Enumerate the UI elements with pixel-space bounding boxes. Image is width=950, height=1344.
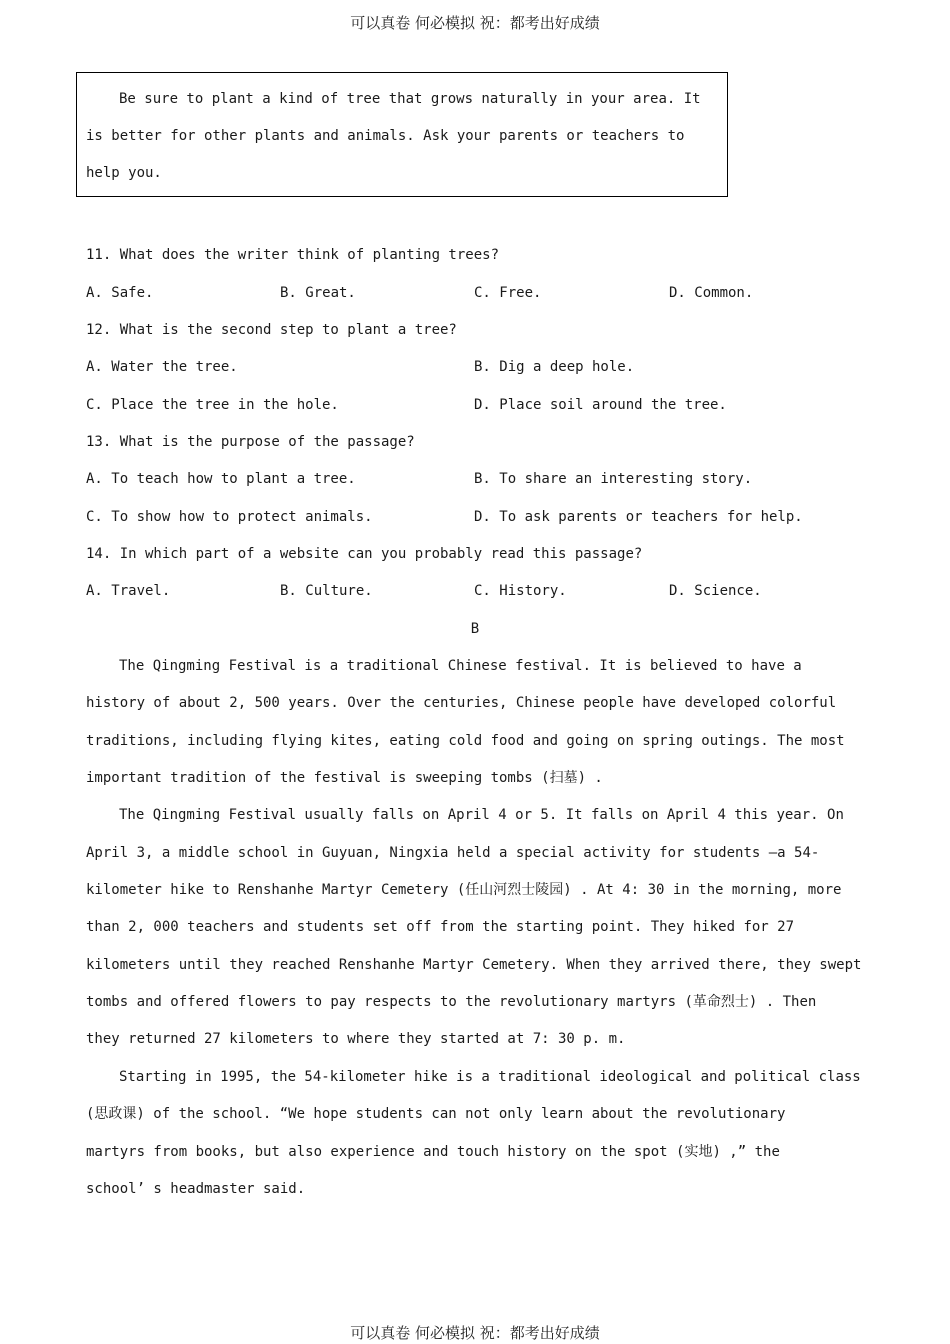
question-11: 11. What does the writer think of planting trees? [86,247,500,263]
q11-option-a[interactable]: A. Safe. [86,285,154,301]
page-footer: 可以真卷 何必模拟 祝：都考出好成绩 [350,1324,600,1342]
q11-option-b[interactable]: B. Great. [280,285,356,301]
q14-option-a[interactable]: A. Travel. [86,583,171,599]
passage-line: The Qingming Festival is a traditional Chinese festival. It is believed to have a [119,658,802,674]
q11-option-d[interactable]: D. Common. [669,285,754,301]
passage-line: kilometer hike to Renshanhe Martyr Cemetery (任山河烈士陵园) . At 4: 30 in the morning, more [86,882,842,898]
question-13: 13. What is the purpose of the passage? [86,434,415,450]
passage-line: tombs and offered flowers to pay respects to the revolutionary martyrs (革命烈士) . Then [86,994,817,1010]
question-12: 12. What is the second step to plant a tree? [86,322,457,338]
q12-option-b[interactable]: B. Dig a deep hole. [474,359,635,375]
page-header: 可以真卷 何必模拟 祝：都考出好成绩 [350,14,600,32]
q13-option-a[interactable]: A. To teach how to plant a tree. [86,471,356,487]
q12-option-d[interactable]: D. Place soil around the tree. [474,397,727,413]
q13-option-c[interactable]: C. To show how to protect animals. [86,509,373,525]
passage-line: Starting in 1995, the 54-kilometer hike is a traditional ideological and political class [119,1069,861,1085]
passage-line: (思政课) of the school. “We hope students can not only learn about the revolutionary [86,1106,786,1122]
question-14: 14. In which part of a website can you probably read this passage? [86,546,643,562]
q13-option-b[interactable]: B. To share an interesting story. [474,471,753,487]
passage-line: traditions, including flying kites, eating cold food and going on spring outings. The most [86,733,845,749]
section-title: B [470,621,480,637]
q12-option-a[interactable]: A. Water the tree. [86,359,238,375]
passage-line: they returned 27 kilometers to where they started at 7: 30 p. m. [86,1031,626,1047]
q13-option-d[interactable]: D. To ask parents or teachers for help. [474,509,803,525]
q12-option-c[interactable]: C. Place the tree in the hole. [86,397,339,413]
q14-option-b[interactable]: B. Culture. [280,583,373,599]
passage-line: important tradition of the festival is sweeping tombs (扫墓) . [86,770,603,786]
passage-line: April 3, a middle school in Guyuan, Ningxia held a special activity for students —a 54- [86,845,820,861]
passage-line: history of about 2, 500 years. Over the centuries, Chinese people have developed colorful [86,695,837,711]
q11-option-c[interactable]: C. Free. [474,285,542,301]
q14-option-d[interactable]: D. Science. [669,583,762,599]
note-line: is better for other plants and animals. Ask your parents or teachers to [86,128,685,144]
note-line: help you. [86,165,162,181]
passage-line: kilometers until they reached Renshanhe Martyr Cemetery. When they arrived there, they swept [86,957,862,973]
passage-line: The Qingming Festival usually falls on April 4 or 5. It falls on April 4 this year. On [119,807,844,823]
passage-line: martyrs from books, but also experience and touch history on the spot (实地) ,” the [86,1144,780,1160]
passage-line: school’ s headmaster said. [86,1181,306,1197]
passage-line: than 2, 000 teachers and students set off from the starting point. They hiked for 27 [86,919,795,935]
note-line: Be sure to plant a kind of tree that grows naturally in your area. It [119,91,701,107]
q14-option-c[interactable]: C. History. [474,583,567,599]
